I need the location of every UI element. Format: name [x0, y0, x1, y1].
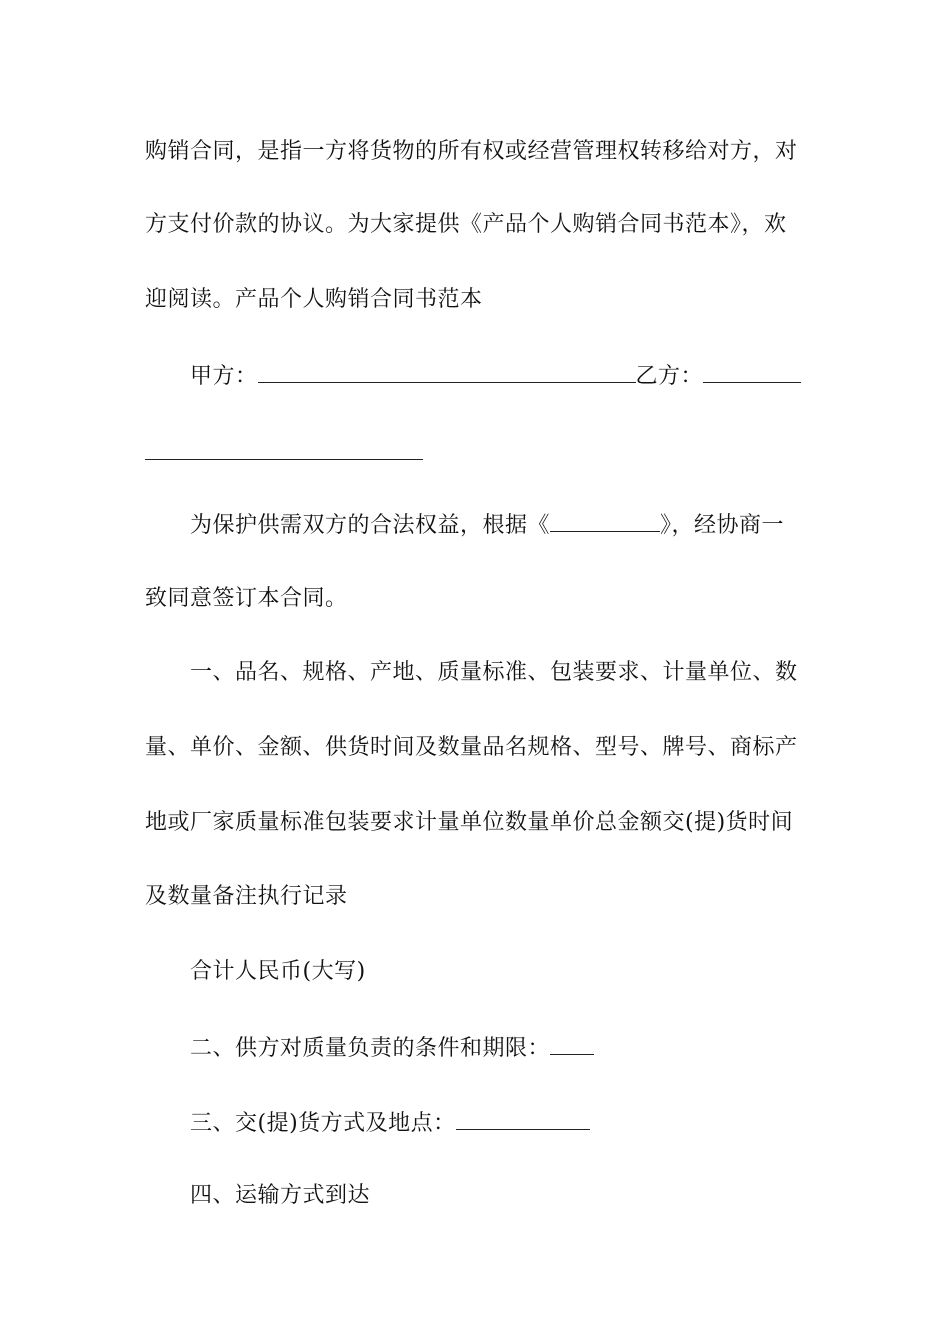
section1-line-3: 地或厂家质量标准包装要求计量单位数量单价总金额交(提)货时间 — [145, 810, 794, 835]
intro-line-2: 方支付价款的协议。为大家提供《产品个人购销合同书范本》，欢 — [145, 212, 787, 237]
delivery-place-blank — [456, 1107, 590, 1130]
party-b-blank-continuation — [145, 459, 423, 460]
section1-line-4: 及数量备注执行记录 — [145, 884, 348, 909]
party-a-blank — [258, 360, 636, 383]
law-name-blank — [550, 509, 660, 532]
parties-line — [190, 360, 801, 392]
total-rmb-line: 合计人民币(大写) — [190, 959, 366, 984]
section2-line — [190, 1032, 594, 1064]
section3-text: 三、交(提)货方式及地点： — [190, 1111, 456, 1136]
intro-line-3: 迎阅读。产品个人购销合同书范本 — [145, 287, 483, 312]
purpose-prefix: 为保护供需双方的合法权益，根据《 — [190, 513, 551, 538]
intro-line-1: 购销合同，是指一方将货物的所有权或经营管理权转移给对方，对 — [145, 139, 798, 164]
party-a-label: 甲方： — [190, 364, 258, 389]
section1-line-1: 一、品名、规格、产地、质量标准、包装要求、计量单位、数 — [190, 660, 798, 685]
purpose-line-2: 致同意签订本合同。 — [145, 586, 348, 611]
section2-text: 二、供方对质量负责的条件和期限： — [190, 1036, 551, 1061]
party-b-blank — [703, 360, 801, 383]
quality-terms-blank — [550, 1032, 594, 1055]
section1-line-2: 量、单价、金额、供货时间及数量品名规格、型号、牌号、商标产 — [145, 735, 798, 760]
party-b-label: 乙方： — [635, 364, 704, 389]
section3-line — [190, 1107, 590, 1139]
section4-line: 四、运输方式到达 — [190, 1183, 371, 1208]
purpose-line-1 — [190, 509, 784, 541]
purpose-suffix: 》，经协商一 — [660, 513, 785, 538]
